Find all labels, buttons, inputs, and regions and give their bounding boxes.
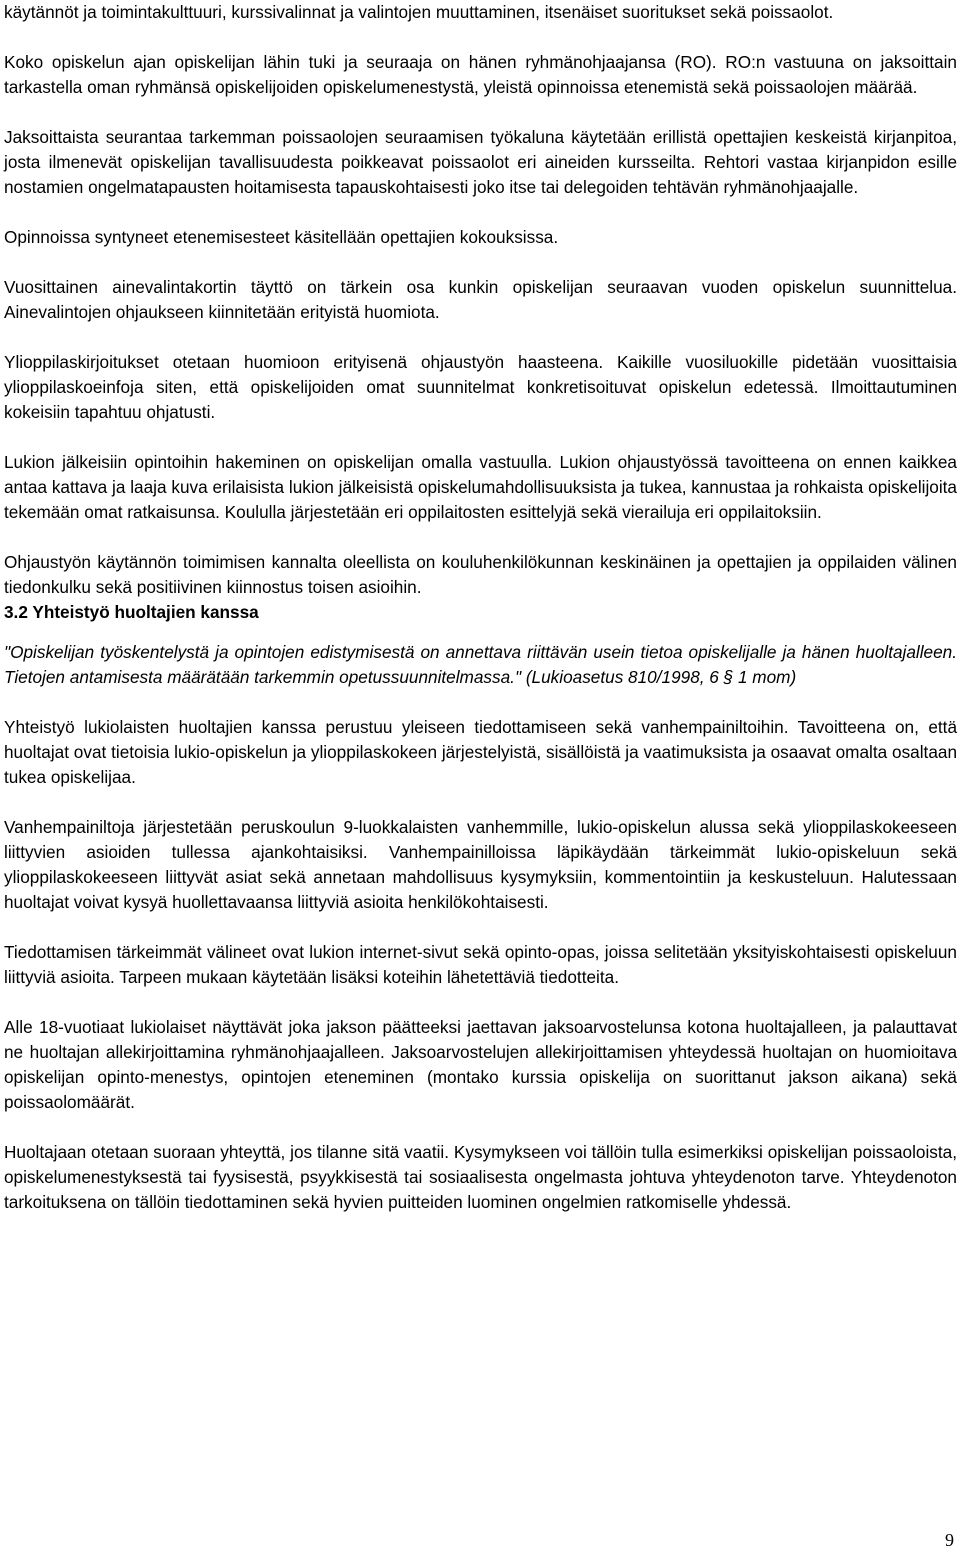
paragraph-6: Ylioppilaskirjoitukset otetaan huomioon erityisenä ohjaustyön haasteena. Kaikille vuosiluokille pidetään vuosittaisia ylioppilaskoeinfoja siten, että opiskelijoiden omat suunnitelmat konkretisoituvat opiskelun edetessä. Ilmoittautuminen kokeisiin tapahtuu ohjatusti. — [4, 352, 957, 422]
quote-paragraph: "Opiskelijan työskentelystä ja opintojen edistymisestä on annettava riittävän usein tietoa opiskelijalle ja hänen huoltajalleen. Tietojen antamisesta määrätään tarkemmin opetussuunnitelmassa." (Lukioasetus 810/1998, 6 § 1 mom) — [4, 642, 957, 687]
paragraph-13: Huoltajaan otetaan suoraan yhteyttä, jos tilanne sitä vaatii. Kysymykseen voi tällöin tulla esimerkiksi opiskelijan poissaoloista, opiskelumenestyksestä tai fyysisestä, psyykkisestä tai sosiaalisesta ongelmasta johtuva yhteydenoton tarve. Yhteydenoton tarkoituksena on tällöin tiedottaminen sekä hyvien puitteiden luominen ongelmien ratkomiselle yhdessä. — [4, 1142, 957, 1212]
paragraph-5: Vuosittainen ainevalintakortin täyttö on tärkein osa kunkin opiskelijan seuraavan vuoden opiskelun suunnittelua. Ainevalintojen ohjaukseen kiinnitetään erityistä huomiota. — [4, 277, 957, 322]
paragraph-11: Tiedottamisen tärkeimmät välineet ovat lukion internet-sivut sekä opinto-opas, joissa selitetään yksityiskohtaisesti opiskeluun liittyviä asioita. Tarpeen mukaan käytetään lisäksi koteihin lähetettäviä tiedotteita. — [4, 942, 957, 987]
document-page — [4, 0, 957, 1215]
page-number: 9 — [945, 1530, 954, 1550]
paragraph-3: Jaksoittaista seurantaa tarkemman poissaolojen seuraamisen työkaluna käytetään erillistä opettajien keskeistä kirjanpitoa, josta ilmenevät opiskelijan tavallisuudesta poikkeavat poissaolot eri aineiden kursseilta. Rehtori vastaa kirjanpidon esille nostamien ongelmatapausten hoitamisesta tapauskohtaisesti joko itse tai delegoiden tehtävän ryhmänohjaajalle. — [4, 127, 957, 197]
section-heading: 3.2 Yhteistyö huoltajien kanssa — [4, 602, 259, 622]
paragraph-8: Ohjaustyön käytännön toimimisen kannalta oleellista on kouluhenkilökunnan keskinäinen ja opettajien ja oppilaiden välinen tiedonkulku sekä positiivinen kiinnostus toisen asioihin. — [4, 552, 957, 597]
paragraph-9: Yhteistyö lukiolaisten huoltajien kanssa perustuu yleiseen tiedottamiseen sekä vanhempainiltoihin. Tavoitteena on, että huoltajat ovat tietoisia lukio-opiskelun ja ylioppilaskokeen järjestelyistä, sisällöistä ja vaatimuksista ja osaavat omalta osaltaan tukea opiskelijaa. — [4, 717, 957, 787]
paragraph-12: Alle 18-vuotiaat lukiolaiset näyttävät joka jakson päätteeksi jaettavan jaksoarvostelunsa kotona huoltajalleen, ja palauttavat ne huoltajan allekirjoittamina ryhmänohjaajalleen. Jaksoarvostelujen allekirjoittamisen yhteydessä huoltajan on huomioitava opiskelijan opinto-menestys, opintojen eteneminen (montako kurssia opiskelija on suorittanut jakson aikana) sekä poissaolomäärät. — [4, 1017, 957, 1112]
paragraph-2: Koko opiskelun ajan opiskelijan lähin tuki ja seuraaja on hänen ryhmänohjaajansa (RO). RO:n vastuuna on jaksoittain tarkastella oman ryhmänsä opiskelijoiden opiskelumenestystä, yleistä opinnoissa etenemistä sekä poissaolojen määrää. — [4, 52, 957, 97]
paragraph-4: Opinnoissa syntyneet etenemisesteet käsitellään opettajien kokouksissa. — [4, 227, 559, 247]
paragraph-10: Vanhempainiltoja järjestetään peruskoulun 9-luokkalaisten vanhemmille, lukio-opiskelun alussa sekä ylioppilaskokeeseen liittyvien asioiden tullessa ajankohtaisiksi. Vanhempainilloissa läpikäydään tärkeimmät lukio-opiskeluun sekä ylioppilaskokeeseen liittyvät asiat sekä annetaan mahdollisuus kysymyksiin, kommentointiin ja keskusteluun. Halutessaan huoltajat voivat kysyä huollettavaansa liittyviä asioita henkilökohtaisesti. — [4, 817, 957, 912]
paragraph-1: käytännöt ja toimintakulttuuri, kurssivalinnat ja valintojen muuttaminen, itsenäiset suoritukset sekä poissaolot. — [4, 2, 834, 22]
paragraph-7: Lukion jälkeisiin opintoihin hakeminen on opiskelijan omalla vastuulla. Lukion ohjaustyössä tavoitteena on ennen kaikkea antaa kattava ja laaja kuva erilaisista lukion jälkeisistä opiskelumahdollisuuksista ja tukea, kannustaa ja rohkaista opiskelijoita tekemään omat ratkaisunsa. Koululla järjestetään eri oppilaitosten esittelyjä sekä vierailuja eri oppilaitoksiin. — [4, 452, 957, 522]
